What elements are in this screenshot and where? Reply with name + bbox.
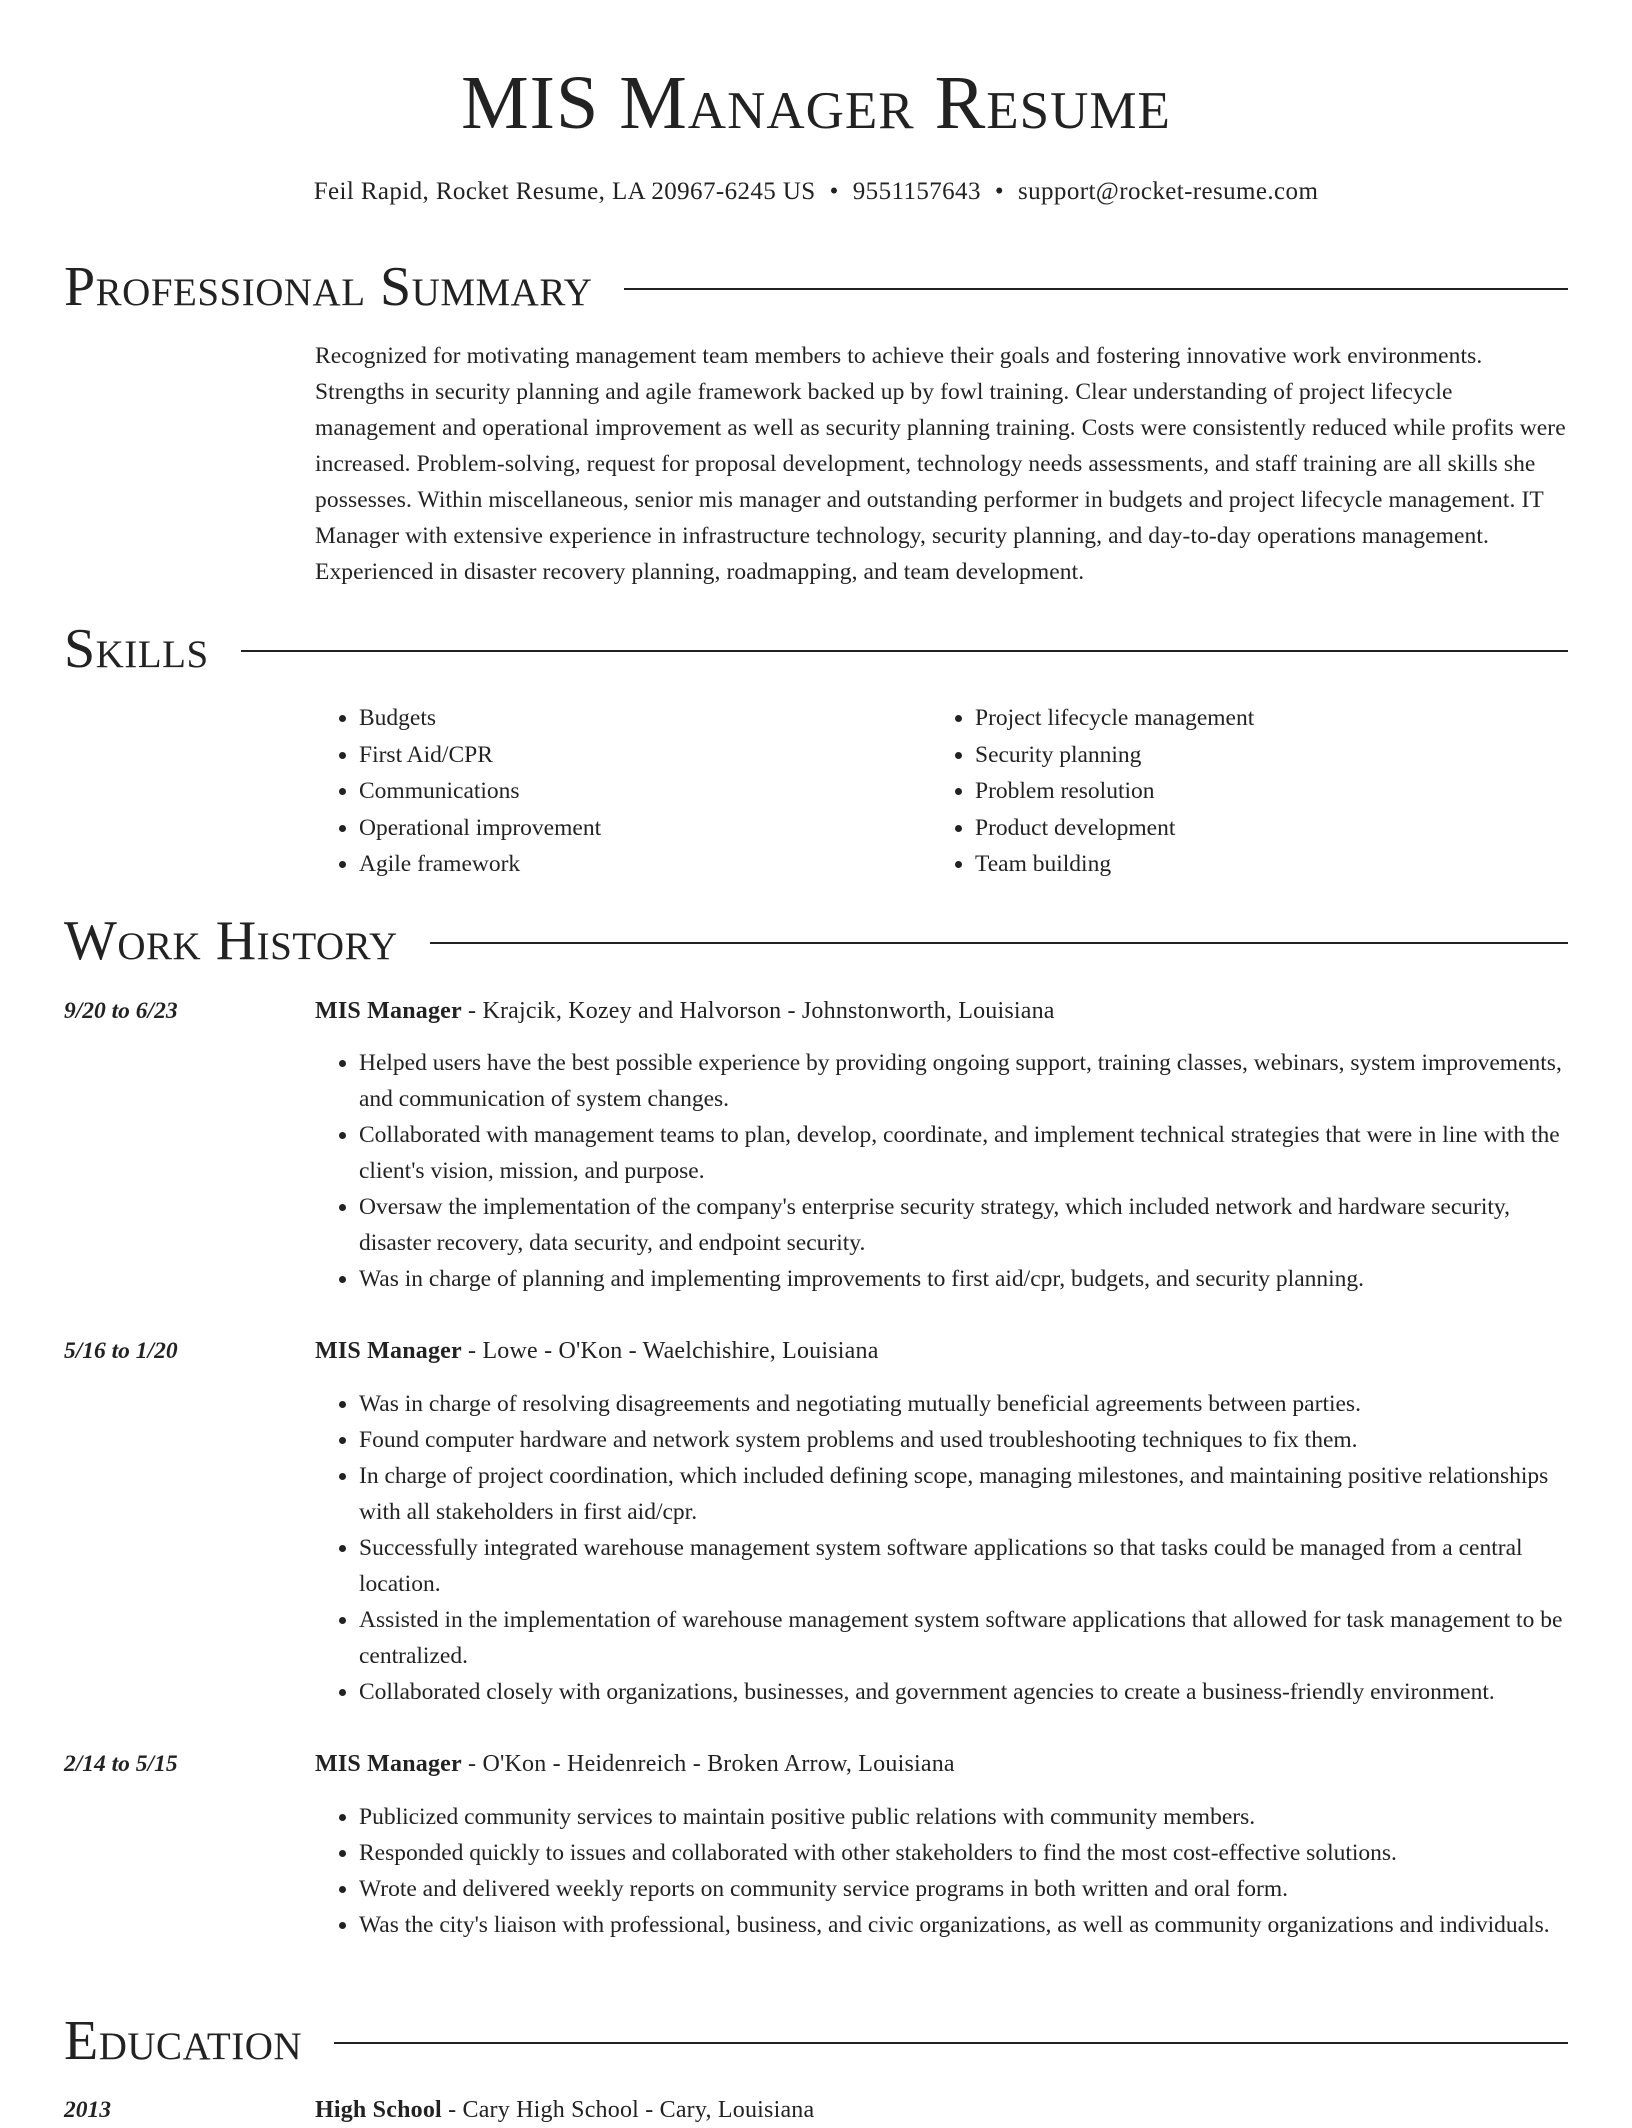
job-employer: - O'Kon - Heidenreich - Broken Arrow, Louisiana	[461, 1751, 955, 1777]
education-heading: Education	[64, 2010, 303, 2072]
job-bullet: • Wrote and delivered weekly reports on community service programs in both written and oral form.	[359, 1871, 1575, 1907]
job-bullet: • Found computer hardware and network system problems and used troubleshooting techniques to fix them.	[359, 1422, 1575, 1458]
job-dates: 2/14 to 5/15	[64, 1751, 178, 1777]
skills-column-right	[931, 700, 1547, 883]
skill-item: • Security planning	[975, 737, 1547, 774]
job-title-line	[315, 1746, 1571, 1782]
job-dates: 5/16 to 1/20	[64, 1338, 178, 1364]
job-bullet: • Oversaw the implementation of the company's enterprise security strategy, which included network and hardware security, disaster recovery, data security, and endpoint security.	[359, 1189, 1575, 1261]
skill-item: • Team building	[975, 846, 1547, 883]
skills-list	[315, 700, 1571, 883]
job-bullet: • Helped users have the best possible experience by providing ongoing support, training classes, webinars, system improvements, and communication of system changes.	[359, 1045, 1575, 1117]
job-bullet: • Collaborated with management teams to plan, develop, coordinate, and implement technical strategies that were in line with the client's vision, mission, and purpose.	[359, 1117, 1575, 1189]
job-bullet: • Assisted in the implementation of warehouse management system software applications that allowed for task management to be centralized.	[359, 1602, 1575, 1674]
job-employer: - Krajcik, Kozey and Halvorson - Johnstonworth, Louisiana	[461, 998, 1055, 1024]
education-dates: 2013	[64, 2097, 111, 2123]
skills-heading: Skills	[64, 618, 209, 680]
job-title-line	[315, 1333, 1571, 1369]
job-bullet: • Publicized community services to maintain positive public relations with community members.	[359, 1799, 1575, 1835]
summary-heading: Professional Summary	[64, 256, 593, 318]
job-bullet: • Was the city's liaison with professional, business, and civic organizations, as well as community organizations and individuals.	[359, 1907, 1575, 1943]
job-bullets	[315, 1045, 1575, 1297]
skill-item: • First Aid/CPR	[359, 737, 931, 774]
resume-title: MIS Manager Resume	[461, 61, 1171, 145]
job-employer: - Lowe - O'Kon - Waelchishire, Louisiana	[461, 1338, 879, 1364]
skill-item: • Operational improvement	[359, 810, 931, 847]
job-dates: 9/20 to 6/23	[64, 998, 178, 1024]
contact-separator: •	[829, 178, 839, 205]
job-role: MIS Manager	[315, 998, 462, 1024]
education-line	[315, 2092, 1571, 2128]
job-bullet: • Was in charge of resolving disagreements and negotiating mutually beneficial agreements between parties.	[359, 1386, 1575, 1422]
section-divider	[430, 942, 1568, 944]
skills-section-heading	[64, 616, 1568, 682]
summary-body	[315, 338, 1571, 590]
skill-item: • Communications	[359, 773, 931, 810]
section-divider	[334, 2042, 1568, 2044]
contact-separator: •	[994, 178, 1004, 205]
job-bullet: • Was in charge of planning and implementing improvements to first aid/cpr, budgets, and security planning.	[359, 1261, 1575, 1297]
contact-address: Feil Rapid, Rocket Resume, LA 20967-6245 US	[313, 178, 816, 205]
job-title-line	[315, 993, 1571, 1029]
job-role: MIS Manager	[315, 1751, 462, 1777]
education-degree: High School	[315, 2097, 442, 2123]
job-bullet: • Successfully integrated warehouse management system software applications so that tasks could be managed from a central location.	[359, 1530, 1575, 1602]
skill-item: • Project lifecycle management	[975, 700, 1547, 737]
job-bullet: • In charge of project coordination, which included defining scope, managing milestones, and maintaining positive relationships with all stakeholders in first aid/cpr.	[359, 1458, 1575, 1530]
section-divider	[624, 288, 1568, 290]
job-bullets	[315, 1799, 1575, 1943]
skill-item: • Product development	[975, 810, 1547, 847]
skill-item: • Budgets	[359, 700, 931, 737]
job-role: MIS Manager	[315, 1338, 462, 1364]
education-school: - Cary High School - Cary, Louisiana	[441, 2097, 815, 2123]
job-bullets	[315, 1386, 1575, 1710]
summary-text: Recognized for motivating management team members to achieve their goals and fostering innovative work environments. Strengths in security planning and agile framework backed up by fowl training. Clear understanding of project lifecycle management and operational improvement as well as security planning training. Costs were consistently reduced while profits were increased. Problem-solving, request for proposal development, technology needs assessments, and staff training are all skills she possesses. Within miscellaneous, senior mis manager and outstanding performer in budgets and project lifecycle management. IT Manager with extensive experience in infrastructure technology, security planning, and day-to-day operations management. Experienced in disaster recovery planning, roadmapping, and team development.	[315, 343, 1566, 585]
work-heading: Work History	[64, 910, 398, 972]
skill-item: • Agile framework	[359, 846, 931, 883]
contact-line	[0, 174, 1632, 210]
skills-column-left	[315, 700, 931, 883]
summary-section-heading	[64, 254, 1568, 320]
work-section-heading	[64, 908, 1568, 974]
contact-email: support@rocket-resume.com	[1018, 178, 1319, 205]
job-bullet: • Responded quickly to issues and collaborated with other stakeholders to find the most cost-effective solutions.	[359, 1835, 1575, 1871]
section-divider	[241, 650, 1568, 652]
job-bullet: • Collaborated closely with organizations, businesses, and government agencies to create a business-friendly environment.	[359, 1674, 1575, 1710]
education-section-heading	[64, 2008, 1568, 2074]
contact-phone: 9551157643	[852, 178, 981, 205]
skill-item: • Problem resolution	[975, 773, 1547, 810]
